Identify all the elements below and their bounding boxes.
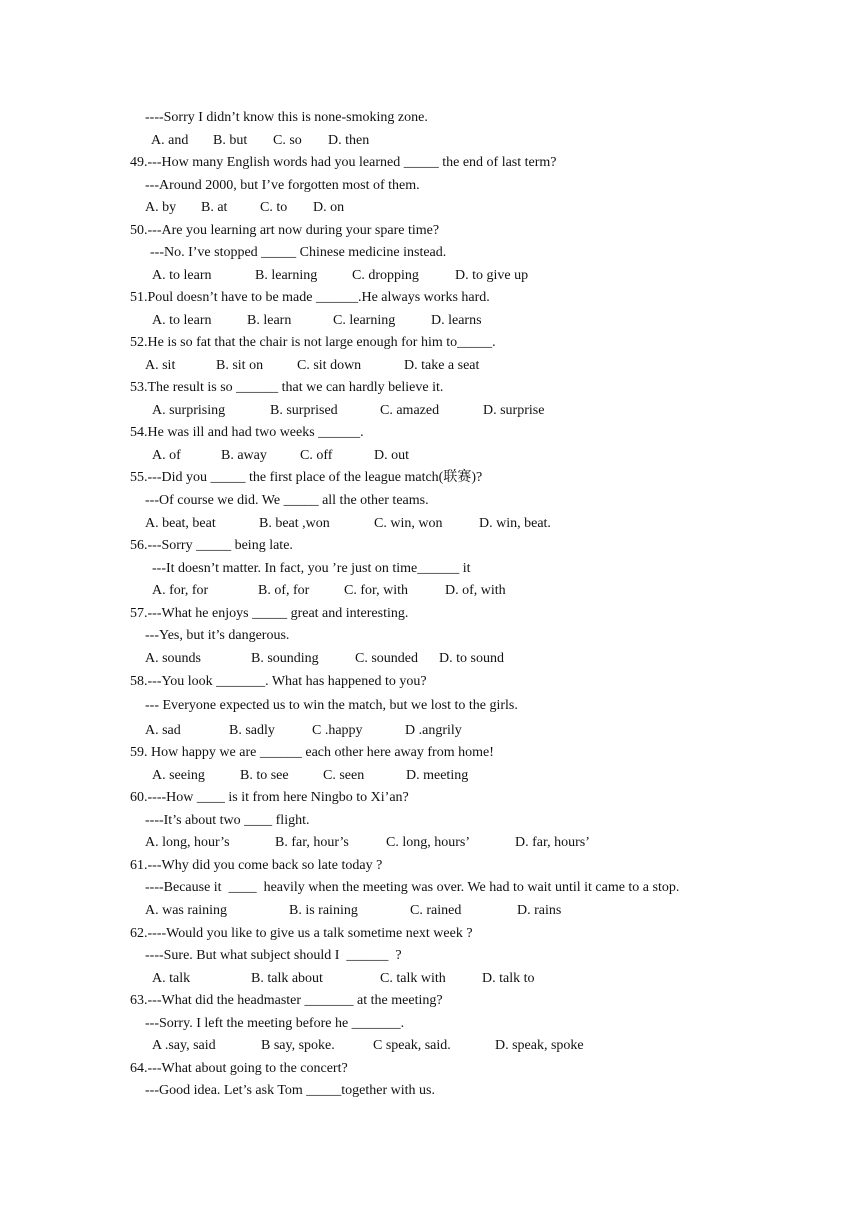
dialogue-line: ----Sure. But what subject should I ______ ? [145,948,402,963]
option-d: D. far, hours’ [515,835,590,850]
option-b: B. surprised [270,403,338,418]
option-b: B say, spoke. [261,1038,335,1053]
option-a: A. long, hour’s [145,835,230,850]
option-a: A. surprising [152,403,226,418]
option-b: B. learn [247,313,292,328]
question-57: 57.---What he enjoys _____ great and interesting. [130,606,409,621]
option-a: A. sit [145,358,176,373]
option-c: C. sounded [355,651,418,666]
option-c: C. talk with [380,971,446,986]
option-c: C. for, with [344,583,408,598]
option-d: D .angrily [405,723,462,738]
option-d: D. to sound [439,651,504,666]
question-58: 58.---You look _______. What has happened to you? [130,674,427,689]
option-c: C. sit down [297,358,362,373]
dialogue-line: ---Of course we did. We _____ all the other teams. [145,493,429,508]
dialogue-line: ----It’s about two ____ flight. [145,813,310,828]
dialogue-line: ---Around 2000, but I’ve forgotten most of them. [145,178,420,193]
question-53: 53.The result is so ______ that we can hardly believe it. [130,380,444,395]
option-a: A. talk [152,971,191,986]
question-64: 64.---What about going to the concert? [130,1061,348,1076]
option-c: C. dropping [352,268,419,283]
question-55: 55.---Did you _____ the first place of the league match(联赛)? [130,470,483,485]
question-54: 54.He was ill and had two weeks ______. [130,425,364,440]
option-d: D. on [313,200,345,215]
option-b: B. to see [240,768,289,783]
option-d: D. talk to [482,971,535,986]
option-c: C. so [273,133,302,148]
option-c: C. amazed [380,403,440,418]
question-60: 60.----How ____ is it from here Ningbo to Xi’an? [130,790,409,805]
option-a: A. by [145,200,177,215]
dialogue-line: ----Sorry I didn’t know this is none-smoking zone. [145,110,428,125]
option-b: B. is raining [289,903,358,918]
option-d: D. out [374,448,409,463]
option-c: C. off [300,448,333,463]
option-d: D. meeting [406,768,469,783]
option-b: B. learning [255,268,318,283]
option-d: D. learns [431,313,482,328]
dialogue-line: ---It doesn’t matter. In fact, you ’re just on time______ it [152,561,471,576]
option-d: D. of, with [445,583,506,598]
option-a: A. of [152,448,181,463]
option-c: C speak, said. [373,1038,451,1053]
question-63: 63.---What did the headmaster _______ at the meeting? [130,993,443,1008]
option-c: C. win, won [374,516,443,531]
option-b: B. but [213,133,248,148]
option-a: A. to learn [152,268,212,283]
question-56: 56.---Sorry _____ being late. [130,538,293,553]
option-a: A. sounds [145,651,202,666]
option-a: A. to learn [152,313,212,328]
question-51: 51.Poul doesn’t have to be made ______.He always works hard. [130,290,490,305]
option-d: D. take a seat [404,358,480,373]
option-a: A. sad [145,723,181,738]
option-a: A .say, said [152,1038,216,1053]
dialogue-line: ---Sorry. I left the meeting before he _______. [145,1016,405,1031]
option-c: C. to [260,200,288,215]
option-d: D. then [328,133,370,148]
option-d: D. to give up [455,268,529,283]
option-c: C. long, hours’ [386,835,470,850]
option-c: C. rained [410,903,462,918]
option-a: A. was raining [145,903,228,918]
option-c: C. seen [323,768,365,783]
option-b: B. talk about [251,971,323,986]
option-a: A. and [151,133,189,148]
question-52: 52.He is so fat that the chair is not large enough for him to_____. [130,335,496,350]
option-a: A. for, for [152,583,209,598]
option-b: B. of, for [258,583,310,598]
option-d: D. speak, spoke [495,1038,584,1053]
dialogue-line: ----Because it ____ heavily when the meeting was over. We had to wait until it came to a stop. [145,880,680,895]
dialogue-line: ---Good idea. Let’s ask Tom _____together with us. [145,1083,435,1098]
dialogue-line: ---Yes, but it’s dangerous. [145,628,290,643]
option-b: B. sadly [229,723,275,738]
option-c: C .happy [312,723,363,738]
question-62: 62.----Would you like to give us a talk sometime next week ? [130,926,473,941]
option-a: A. seeing [152,768,205,783]
option-d: D. win, beat. [479,516,551,531]
dialogue-line: --- Everyone expected us to win the match, but we lost to the girls. [145,698,518,713]
option-a: A. beat, beat [145,516,216,531]
dialogue-line: ---No. I’ve stopped _____ Chinese medicine instead. [150,245,447,260]
option-b: B. sit on [216,358,264,373]
option-b: B. away [221,448,267,463]
option-d: D. surprise [483,403,545,418]
option-b: B. beat ,won [259,516,330,531]
option-c: C. learning [333,313,396,328]
question-61: 61.---Why did you come back so late today ? [130,858,383,873]
question-59: 59. How happy we are ______ each other here away from home! [130,745,494,760]
option-d: D. rains [517,903,562,918]
option-b: B. sounding [251,651,319,666]
option-b: B. far, hour’s [275,835,349,850]
question-50: 50.---Are you learning art now during your spare time? [130,223,440,238]
option-b: B. at [201,200,228,215]
question-49: 49.---How many English words had you learned _____ the end of last term? [130,155,557,170]
